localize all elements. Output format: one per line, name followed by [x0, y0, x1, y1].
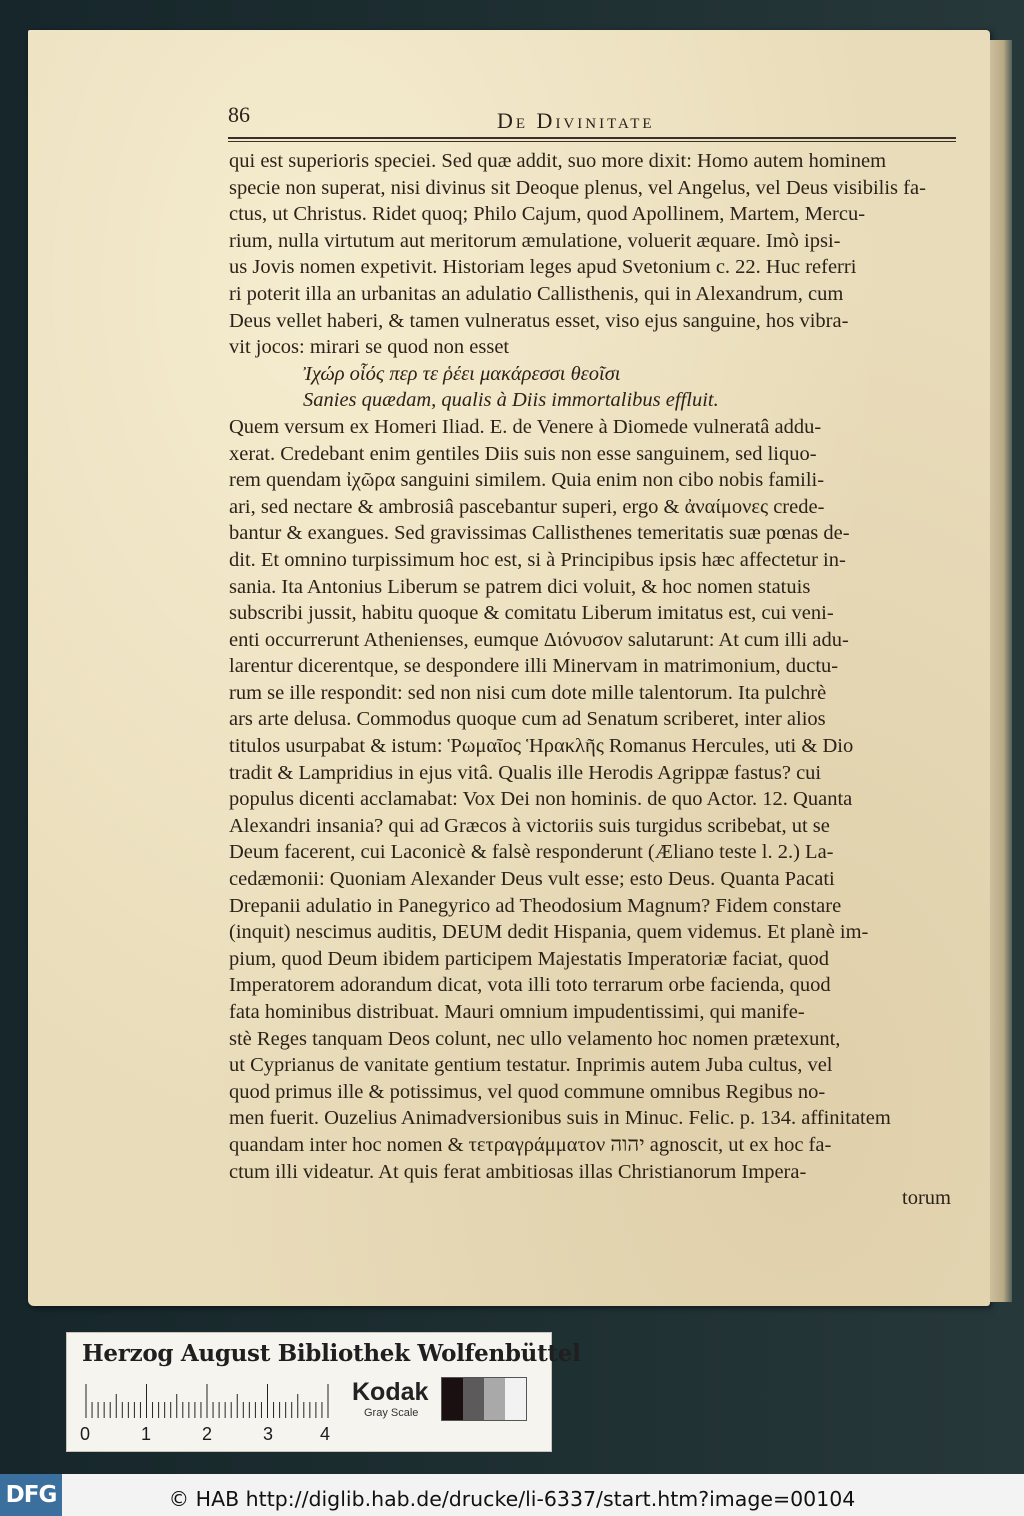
dfg-logo: DFG: [0, 1474, 62, 1516]
gray-scale-label: Gray Scale: [364, 1407, 419, 1419]
text-line: subscribi jussit, habitu quoque & comitatu Liberum imitatus est, cui veni-: [229, 602, 834, 625]
page-edge: [990, 40, 1012, 1302]
text-line: dit. Et omnino turpissimum hoc est, si à Principibus ipsis hæc affectetur in-: [229, 548, 846, 571]
text-line: rum se ille respondit: sed non nisi cum dote mille talentorum. Ita pulchrè: [229, 681, 827, 704]
body-text: [229, 148, 951, 1212]
text-line: ri poterit illa an urbanitas an adulatio Callisthenis, qui in Alexandrum, cum: [229, 282, 844, 305]
gray-swatch: [442, 1378, 463, 1420]
text-line: ari, sed nectare & ambrosiâ pascebantur superi, ergo & ἀναίμονες crede-: [229, 495, 825, 518]
text-line: us Jovis nomen expetivit. Historiam leges apud Svetonium c. 22. Huc referri: [229, 256, 857, 279]
text-line: ars arte delusa. Commodus quoque cum ad Senatum scriberet, inter alios: [229, 708, 826, 731]
text-line: stè Reges tanquam Deos colunt, nec ullo velamento hoc nomen prætexunt,: [229, 1027, 841, 1050]
text-line: rium, nulla virtutum aut meritorum æmulatione, voluerit æquare. Imò ipsi-: [229, 229, 841, 252]
text-line: Sanies quædam, qualis à Diis immortalibus effluit.: [303, 389, 719, 412]
kodak-logo: Kodak: [352, 1378, 429, 1406]
text-line: xerat. Credebant enim gentiles Diis suis non esse sanguinem, sed liquo-: [229, 442, 817, 465]
text-line: fata hominibus distribuat. Mauri omnium impudentissimi, qui manife-: [229, 1001, 805, 1023]
ruler-number: 1: [141, 1424, 152, 1444]
text-line: quandam inter hoc nomen & τετραγράμματον יהוה agnoscit, ut ex hoc fa-: [229, 1133, 832, 1156]
text-line: specie non superat, nisi divinus sit Deoque plenus, vel Angelus, vel Deus visibilis fa-: [229, 176, 926, 199]
ruler-number: 3: [263, 1424, 274, 1444]
text-line: sania. Ita Antonius Liberum se patrem dici voluit, & hoc nomen statuis: [229, 575, 811, 598]
text-line: Ἰχώρ οἷός περ τε ῥέει μακάρεσσι θεοῖσι: [303, 362, 621, 385]
text-line: cedæmonii: Quoniam Alexander Deus vult esse; esto Deus. Quanta Pacati: [229, 868, 835, 891]
header-rule: [228, 137, 956, 139]
text-line: tradit & Lampridius in ejus vitâ. Qualis ille Herodis Agrippæ fastus? cui: [229, 761, 822, 784]
library-name: Herzog August Bibliothek Wolfenbüttel: [82, 1340, 581, 1367]
text-line: qui est superioris speciei. Sed quæ addit, suo more dixit: Homo autem hominem: [229, 150, 887, 172]
text-line: titulos usurpabat & istum: Ῥωμαῖος Ἡρακλῆς Romanus Hercules, uti & Dio: [229, 735, 854, 758]
text-line: men fuerit. Ouzelius Animadversionibus suis in Minuc. Felic. p. 134. affinitatem: [229, 1107, 891, 1130]
gray-swatch: [505, 1378, 526, 1420]
gray-swatch: [484, 1378, 505, 1420]
text-line: Drepanii adulatio in Panegyrico ad Theodosium Magnum? Fidem constare: [229, 894, 842, 917]
text-line: vit jocos: mirari se quod non esset: [229, 336, 510, 359]
text-line: ctus, ut Christus. Ridet quoq; Philo Cajum, quod Apollinem, Martem, Mercu-: [229, 203, 866, 226]
header-rule-thin: [228, 141, 956, 142]
text-line: Deum facerent, cui Laconicè & falsè responderunt (Æliano teste l. 2.) La-: [229, 841, 834, 864]
text-line: larentur dicerentque, se despondere illi Minervam in matrimonium, ductu-: [229, 655, 839, 678]
text-line: Alexandri insania? qui ad Græcos à victoriis suis turgidus scribebat, ut se: [229, 814, 830, 837]
text-line: Quem versum ex Homeri Iliad. E. de Venere à Diomede vulneratâ addu-: [229, 415, 822, 438]
ruler-number: 2: [202, 1424, 213, 1444]
running-head: De Divinitate: [497, 108, 655, 133]
text-line: enti occurrerunt Athenienses, eumque Διόνυσον salutarunt: At cum illi adu-: [229, 628, 849, 651]
ruler-number: 4: [320, 1424, 331, 1444]
text-line: rem quendam ἰχῶρα sanguini similem. Quia enim non cibo nobis famili-: [229, 469, 825, 492]
gray-swatch: [463, 1378, 484, 1420]
gray-swatches: [441, 1377, 527, 1421]
footer-credit: © HAB http://diglib.hab.de/drucke/li-6337/start.htm?image=00104: [168, 1487, 856, 1511]
text-line: Deus vellet haberi, & tamen vulneratus esset, viso ejus sanguine, hos vibra-: [229, 309, 849, 332]
text-line: ut Cyprianus de vanitate gentium testatur. Inprimis autem Juba cultus, vel: [229, 1054, 833, 1077]
text-line: ctum illi videatur. At quis ferat ambitiosas illas Christianorum Impera-: [229, 1160, 807, 1183]
ruler-number: 0: [80, 1424, 91, 1444]
text-line: quod primus ille & potissimus, vel quod commune omnibus Regibus no-: [229, 1080, 826, 1103]
page-number: 86: [228, 102, 250, 127]
text-line: Imperatorem adorandum dicat, vota illi toto terrarum orbe facienda, quod: [229, 974, 831, 997]
text-line: pium, quod Deum ibidem participem Majestatis Imperatoriæ faciat, quod: [229, 947, 830, 970]
ruler-scale: [84, 1384, 332, 1418]
text-line: torum: [902, 1187, 951, 1210]
text-line: bantur & exangues. Sed gravissimas Callisthenes temeritatis suæ pœnas de-: [229, 522, 850, 545]
text-line: populus dicenti acclamabat: Vox Dei non hominis. de quo Actor. 12. Quanta: [229, 788, 853, 811]
text-line: (inquit) nescimus auditis, DEUM dedit Hispania, quem videmus. Et planè im-: [229, 921, 869, 944]
